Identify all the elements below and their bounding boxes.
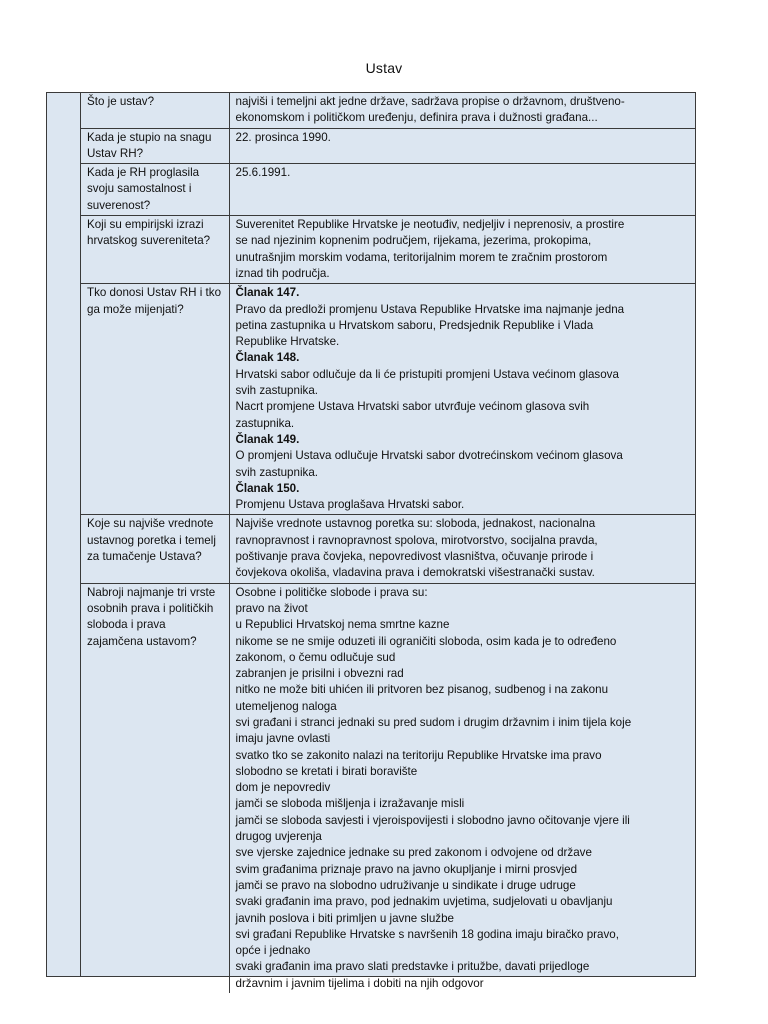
answer-line: Nacrt promjene Ustava Hrvatski sabor utvrđuje većinom glasova svih <box>235 400 590 414</box>
answer-line: Pravo da predloži promjenu Ustava Republike Hrvatske ima najmanje jedna <box>235 302 625 316</box>
answer-line: svih zastupnika. <box>235 384 318 398</box>
left-margin-column <box>47 93 81 976</box>
answer-line: državnim i javnim tijelima i dobiti na njih odgovor <box>235 976 484 990</box>
table-row <box>81 515 696 583</box>
answer-line: pravo na život <box>235 601 308 615</box>
answer-cell <box>229 515 696 583</box>
answer-cell <box>229 93 696 128</box>
answer-line: najviši i temeljni akt jedne države, sadržava propise o državnom, društveno- <box>235 95 625 108</box>
article-heading: Članak 147. <box>235 286 300 300</box>
question-cell <box>81 164 229 216</box>
answer-line: petina zastupnika u Hrvatskom saboru, Predsjednik Republike i Vlada <box>235 318 594 332</box>
question-text: Kada je RH proglasila svoju samostalnost i suverenost? <box>87 166 200 212</box>
answer-line: svaki građanin ima pravo, pod jednakim uvjetima, sudjelovati u obavljanju <box>235 895 613 909</box>
answer-line: nikome se ne smije oduzeti ili ograničiti sloboda, osim kada je to određeno <box>235 634 617 648</box>
answer-line: zabranjen je prisilni i obvezni rad <box>235 667 404 681</box>
answer-line: u Republici Hrvatskoj nema smrtne kazne <box>235 618 450 632</box>
answer-line: javnih poslova i biti primljen u javne službe <box>235 911 454 925</box>
answer-line: svi građani i stranci jednaki su pred sudom i drugim državnim i inim tijela koje <box>235 715 632 729</box>
answer-line: Suverenitet Republike Hrvatske je neotuđiv, nedjeljiv i neprenosiv, a prostire <box>235 218 625 232</box>
question-cell <box>81 93 229 128</box>
question-text: Koji su empirijski izrazi hrvatskog suvereniteta? <box>87 218 211 248</box>
answer-line: svih zastupnika. <box>235 465 318 479</box>
answer-line: sve vjerske zajednice jednake su pred zakonom i odvojene od države <box>235 846 592 860</box>
question-text: Koje su najviše vrednote ustavnog poretka i temelj za tumačenje Ustava? <box>87 517 216 564</box>
answer-line: ekonomskom i političkom uređenju, definira prava i dužnosti građana... <box>235 111 598 125</box>
answer-line: jamči se pravo na slobodno udruživanje u sindikate i druge udruge <box>235 878 576 892</box>
question-cell <box>81 583 229 993</box>
table-row <box>81 93 696 128</box>
answer-line: drugog uvjerenja <box>235 830 322 844</box>
answer-line: svi građani Republike Hrvatske s navršenih 18 godina imaju biračko pravo, <box>235 927 619 941</box>
qa-table <box>81 93 696 993</box>
answer-line: svaki građanin ima pravo slati predstavke i pritužbe, davati prijedloge <box>235 960 590 974</box>
table-row <box>81 164 696 216</box>
answer-line: Republike Hrvatske. <box>235 335 340 349</box>
answer-line: O promjeni Ustava odlučuje Hrvatski sabor dvotrećinskom većinom glasova <box>235 449 623 463</box>
question-cell <box>81 284 229 515</box>
question-cell <box>81 216 229 284</box>
answer-line: Najviše vrednote ustavnog poretka su: sloboda, jednakost, nacionalna <box>235 517 596 531</box>
answer-line: svim građanima priznaje pravo na javno okupljanje i mirni prosvjed <box>235 862 578 876</box>
answer-line: zakonom, o čemu odlučuje sud <box>235 650 396 664</box>
table-row <box>81 583 696 993</box>
article-heading: Članak 148. <box>235 351 300 365</box>
answer-line: jamči se sloboda mišljenja i izražavanje misli <box>235 797 465 811</box>
question-cell <box>81 515 229 583</box>
answer-line: Promjenu Ustava proglašava Hrvatski sabor. <box>235 498 465 512</box>
answer-line: dom je nepovrediv <box>235 781 331 795</box>
answer-line: opće i jednako <box>235 944 311 958</box>
answer-line: čovjekova okoliša, vladavina prava i demokratski višestranački sustav. <box>235 566 595 580</box>
question-text: Kada je stupio na snagu Ustav RH? <box>87 130 212 160</box>
question-cell <box>81 128 229 164</box>
answer-line: imaju javne ovlasti <box>235 732 331 746</box>
answer-line: utemeljenog naloga <box>235 699 337 713</box>
qa-table-frame <box>46 92 696 990</box>
answer-cell <box>229 216 696 284</box>
answer-line: jamči se sloboda savjesti i vjeroispovijesti i slobodno javno očitovanje vjere ili <box>235 813 630 827</box>
table-row <box>81 284 696 515</box>
answer-cell <box>229 164 696 216</box>
answer-line: 25.6.1991. <box>235 166 291 180</box>
answer-line: nitko ne može biti uhićen ili pritvoren bez pisanog, sudbenog i na zakonu <box>235 683 609 697</box>
answer-line: svatko tko se zakonito nalazi na teritoriju Republike Hrvatske ima pravo <box>235 748 602 762</box>
answer-line: se nad njezinim kopnenim područjem, rijekama, jezerima, prokopima, <box>235 234 592 248</box>
table-row <box>81 128 696 164</box>
answer-cell <box>229 128 696 164</box>
qa-table-body <box>81 93 696 993</box>
question-text: Tko donosi Ustav RH i tko ga može mijenjati? <box>87 286 222 316</box>
answer-line: unutrašnjim morskim vodama, teritorijalnim morem te zračnim prostorom <box>235 250 608 264</box>
answer-line: Hrvatski sabor odlučuje da li će pristupiti promjeni Ustava većinom glasova <box>235 367 619 381</box>
question-text: Što je ustav? <box>87 95 155 108</box>
answer-cell <box>229 284 696 515</box>
article-heading: Članak 149. <box>235 432 300 446</box>
answer-line: slobodno se kretati i birati boravište <box>235 764 418 778</box>
answer-cell <box>229 583 696 993</box>
answer-line: Osobne i političke slobode i prava su: <box>235 585 428 599</box>
table-row <box>81 216 696 284</box>
answer-line: zastupnika. <box>235 416 295 430</box>
article-heading: Članak 150. <box>235 481 300 495</box>
answer-line: ravnopravnost i ravnopravnost spolova, mirotvorstvo, socijalna pravda, <box>235 533 598 547</box>
question-text: Nabroji najmanje tri vrste osobnih prava i političkih sloboda i prava zajamčena ustavom? <box>87 585 216 648</box>
answer-line: 22. prosinca 1990. <box>235 130 331 144</box>
answer-line: poštivanje prava čovjeka, nepovredivost vlasništva, očuvanje prirode i <box>235 550 594 564</box>
answer-line: iznad tih područja. <box>235 266 330 280</box>
page-title: Ustav <box>365 60 403 76</box>
